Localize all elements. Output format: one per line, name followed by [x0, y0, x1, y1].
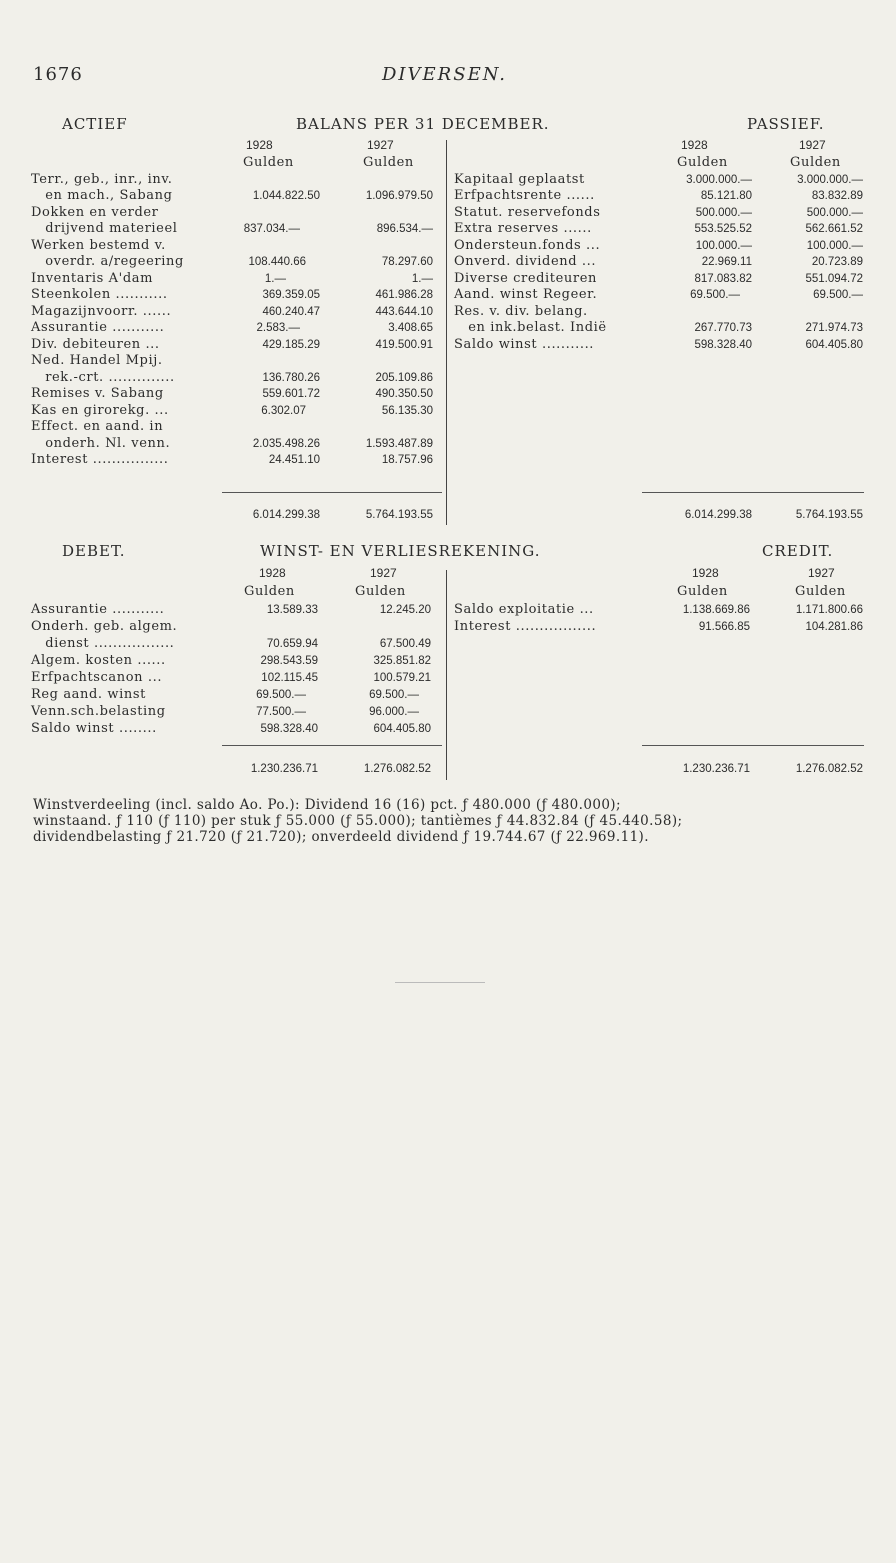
debit-label: Assurantie ........... — [31, 602, 165, 617]
running-title: DIVERSEN. — [382, 64, 508, 85]
note-line: winstaand. ƒ 110 (ƒ 110) per stuk ƒ 55.000 (ƒ 55.000); tantièmes ƒ 44.832.84 (ƒ 45.440.58); — [33, 813, 683, 829]
bal-left-total-1927: 5.764.193.55 — [365, 509, 433, 521]
table-row — [0, 337, 896, 353]
pl-right-unit-1: Gulden — [677, 584, 728, 599]
asset-value-1927: 461.986.28 — [375, 289, 433, 301]
asset-value-1928: 1.— — [264, 273, 286, 285]
bal-left-unit-1: Gulden — [243, 155, 294, 170]
table-row — [0, 221, 896, 237]
balance-divider — [446, 140, 447, 525]
bal-left-year-1: 1928 — [246, 138, 273, 152]
pl-left-year-2: 1927 — [370, 566, 397, 580]
liability-value-1927: 83.832.89 — [811, 190, 863, 202]
bal-left-total-1928: 6.014.299.38 — [252, 509, 320, 521]
bal-right-year-2: 1927 — [799, 138, 826, 152]
table-row — [0, 636, 896, 652]
bal-right-total-1927: 5.764.193.55 — [795, 509, 863, 521]
asset-label: Steenkolen ........... — [31, 287, 168, 302]
debit-value-1927: 96.000.— — [369, 706, 419, 718]
asset-label: Terr., geb., inr., inv. — [31, 172, 173, 187]
table-row — [0, 172, 896, 188]
debit-value-1928: 598.328.40 — [260, 723, 318, 735]
bal-right-year-1: 1928 — [681, 138, 708, 152]
debit-label: Algem. kosten ...... — [31, 653, 166, 668]
pl-right-total-rule — [642, 745, 864, 746]
liability-label: Extra reserves ...... — [454, 221, 592, 236]
note-line: Winstverdeeling (incl. saldo Ao. Po.): Dividend 16 (16) pct. ƒ 480.000 (ƒ 480.000); — [33, 797, 621, 813]
pl-left-total-1928: 1.230.236.71 — [250, 763, 318, 775]
liability-value-1928: 85.121.80 — [700, 190, 752, 202]
pl-left-unit-2: Gulden — [355, 584, 406, 599]
decorative-rule — [395, 982, 485, 983]
debit-value-1928: 77.500.— — [256, 706, 306, 718]
asset-label: Remises v. Sabang — [31, 386, 164, 401]
debit-label: dienst ................. — [31, 636, 175, 651]
debit-value-1927: 604.405.80 — [373, 723, 431, 735]
table-row — [0, 653, 896, 669]
asset-label: en mach., Sabang — [31, 188, 173, 203]
liability-label: Erfpachtsrente ...... — [454, 188, 595, 203]
liability-label: Ondersteun.fonds ... — [454, 238, 601, 253]
pl-right-year-1: 1928 — [692, 566, 719, 580]
asset-label: Inventaris A'dam — [31, 271, 154, 286]
credit-value-1927: 1.171.800.66 — [795, 604, 863, 616]
asset-label: Div. debiteuren ... — [31, 337, 160, 352]
debit-label: Saldo winst ........ — [31, 721, 157, 736]
balance-title: BALANS PER 31 DECEMBER. — [296, 115, 550, 133]
pl-right-total-1927: 1.276.082.52 — [795, 763, 863, 775]
asset-value-1928: 559.601.72 — [262, 388, 320, 400]
credit-value-1928: 1.138.669.86 — [682, 604, 750, 616]
debit-label: Onderh. geb. algem. — [31, 619, 178, 634]
asset-label: Assurantie ........... — [31, 320, 165, 335]
table-row — [0, 304, 896, 320]
asset-value-1927: 1.— — [411, 273, 433, 285]
asset-value-1928: 429.185.29 — [262, 339, 320, 351]
table-row — [0, 721, 896, 737]
bal-right-total-1928: 6.014.299.38 — [684, 509, 752, 521]
asset-value-1928: 460.240.47 — [262, 306, 320, 318]
bal-left-unit-2: Gulden — [363, 155, 414, 170]
debit-value-1928: 298.543.59 — [260, 655, 318, 667]
page-number: 1676 — [33, 64, 83, 85]
debit-value-1928: 13.589.33 — [266, 604, 318, 616]
liability-value-1928: 22.969.11 — [701, 256, 752, 268]
debit-value-1928: 69.500.— — [256, 689, 306, 701]
liability-value-1928: 553.525.52 — [694, 223, 752, 235]
liability-value-1927: 100.000.— — [806, 240, 863, 252]
pl-left-total-1927: 1.276.082.52 — [363, 763, 431, 775]
asset-value-1927: 78.297.60 — [381, 256, 433, 268]
passief-heading: PASSIEF. — [747, 115, 825, 133]
debit-value-1927: 69.500.— — [369, 689, 419, 701]
liability-value-1927: 69.500.— — [813, 289, 863, 301]
asset-value-1928: 6.302.07 — [261, 405, 306, 417]
liability-value-1927: 271.974.73 — [805, 322, 863, 334]
asset-label: overdr. a/regeering — [31, 254, 184, 269]
debet-heading: DEBET. — [62, 542, 126, 560]
liability-value-1927: 604.405.80 — [805, 339, 863, 351]
debit-label: Erfpachtscanon ... — [31, 670, 163, 685]
asset-value-1928: 2.583.— — [256, 322, 300, 334]
liability-label: Saldo winst ........... — [454, 337, 595, 352]
table-row — [0, 271, 896, 287]
table-row — [0, 602, 896, 618]
table-row — [0, 670, 896, 686]
liability-label: Aand. winst Regeer. — [454, 287, 598, 302]
debit-value-1927: 100.579.21 — [373, 672, 431, 684]
bal-left-year-2: 1927 — [367, 138, 394, 152]
actief-heading: ACTIEF — [62, 115, 128, 133]
liability-value-1928: 817.083.82 — [694, 273, 752, 285]
credit-heading: CREDIT. — [762, 542, 834, 560]
liability-value-1928: 100.000.— — [695, 240, 752, 252]
pl-left-year-1: 1928 — [259, 566, 286, 580]
liability-value-1928: 69.500.— — [690, 289, 740, 301]
liability-label: en ink.belast. Indië — [454, 320, 607, 335]
asset-value-1927: 443.644.10 — [375, 306, 433, 318]
asset-label: Werken bestemd v. — [31, 238, 166, 253]
asset-value-1927: 205.109.86 — [375, 372, 433, 384]
debit-value-1928: 102.115.45 — [261, 672, 318, 684]
table-row — [0, 419, 896, 435]
table-row — [0, 238, 896, 254]
asset-value-1928: 136.780.26 — [262, 372, 320, 384]
asset-value-1927: 419.500.91 — [375, 339, 433, 351]
credit-label: Interest ................. — [454, 619, 597, 634]
note-line: dividendbelasting ƒ 21.720 (ƒ 21.720); onverdeeld dividend ƒ 19.744.67 (ƒ 22.969.11). — [33, 829, 649, 845]
liability-label: Diverse crediteuren — [454, 271, 597, 286]
debit-label: Venn.sch.belasting — [31, 704, 166, 719]
asset-value-1928: 1.044.822.50 — [252, 190, 320, 202]
liability-value-1928: 500.000.— — [695, 207, 752, 219]
pl-left-unit-1: Gulden — [244, 584, 295, 599]
liability-value-1927: 562.661.52 — [805, 223, 863, 235]
table-row — [0, 687, 896, 703]
credit-label: Saldo exploitatie ... — [454, 602, 594, 617]
asset-value-1927: 1.593.487.89 — [365, 438, 433, 450]
bal-right-unit-1: Gulden — [677, 155, 728, 170]
asset-value-1928: 837.034.— — [243, 223, 300, 235]
asset-value-1927: 490.350.50 — [375, 388, 433, 400]
table-row — [0, 254, 896, 270]
asset-label: drijvend materieel — [31, 221, 178, 236]
asset-label: Magazijnvoorr. ...... — [31, 304, 172, 319]
liability-value-1928: 598.328.40 — [694, 339, 752, 351]
pl-title: WINST- EN VERLIESREKENING. — [260, 542, 541, 560]
liability-value-1928: 3.000.000.— — [686, 174, 752, 186]
asset-value-1928: 24.451.10 — [268, 454, 320, 466]
table-row — [0, 704, 896, 720]
asset-value-1928: 2.035.498.26 — [252, 438, 320, 450]
bal-left-total-rule — [222, 492, 442, 493]
asset-label: Ned. Handel Mpij. — [31, 353, 163, 368]
table-row — [0, 436, 896, 452]
table-row — [0, 320, 896, 336]
table-row — [0, 403, 896, 419]
asset-label: Kas en girorekg. ... — [31, 403, 169, 418]
asset-value-1927: 896.534.— — [376, 223, 433, 235]
credit-value-1928: 91.566.85 — [698, 621, 750, 633]
asset-label: Dokken en verder — [31, 205, 159, 220]
liability-label: Statut. reservefonds — [454, 205, 601, 220]
asset-label: Effect. en aand. in — [31, 419, 164, 434]
asset-value-1927: 3.408.65 — [388, 322, 433, 334]
table-row — [0, 452, 896, 468]
pl-right-total-1928: 1.230.236.71 — [682, 763, 750, 775]
bal-right-total-rule — [642, 492, 864, 493]
liability-label: Kapitaal geplaatst — [454, 172, 585, 187]
asset-label: onderh. Nl. venn. — [31, 436, 171, 451]
table-row — [0, 287, 896, 303]
debit-value-1928: 70.659.94 — [266, 638, 318, 650]
asset-value-1927: 56.135.30 — [381, 405, 433, 417]
liability-value-1927: 3.000.000.— — [797, 174, 863, 186]
credit-value-1927: 104.281.86 — [805, 621, 863, 633]
liability-label: Res. v. div. belang. — [454, 304, 588, 319]
profit-distribution-note — [33, 797, 873, 845]
liability-value-1927: 551.094.72 — [805, 273, 863, 285]
pl-left-total-rule — [222, 745, 442, 746]
liability-value-1927: 500.000.— — [806, 207, 863, 219]
table-row — [0, 619, 896, 635]
table-row — [0, 386, 896, 402]
asset-label: Interest ................ — [31, 452, 169, 467]
debit-value-1927: 325.851.82 — [373, 655, 431, 667]
debit-value-1927: 12.245.20 — [379, 604, 431, 616]
liability-value-1928: 267.770.73 — [694, 322, 752, 334]
table-row — [0, 205, 896, 221]
pl-right-year-2: 1927 — [808, 566, 835, 580]
asset-value-1927: 1.096.979.50 — [365, 190, 433, 202]
table-row — [0, 188, 896, 204]
asset-value-1927: 18.757.96 — [381, 454, 433, 466]
asset-value-1928: 369.359.05 — [262, 289, 320, 301]
debit-label: Reg aand. winst — [31, 687, 146, 702]
table-row — [0, 353, 896, 369]
liability-label: Onverd. dividend ... — [454, 254, 597, 269]
pl-divider — [446, 570, 447, 780]
liability-value-1927: 20.723.89 — [811, 256, 863, 268]
bal-right-unit-2: Gulden — [790, 155, 841, 170]
pl-right-unit-2: Gulden — [795, 584, 846, 599]
asset-value-1928: 108.440.66 — [248, 256, 306, 268]
table-row — [0, 370, 896, 386]
asset-label: rek.-crt. .............. — [31, 370, 175, 385]
debit-value-1927: 67.500.49 — [379, 638, 431, 650]
